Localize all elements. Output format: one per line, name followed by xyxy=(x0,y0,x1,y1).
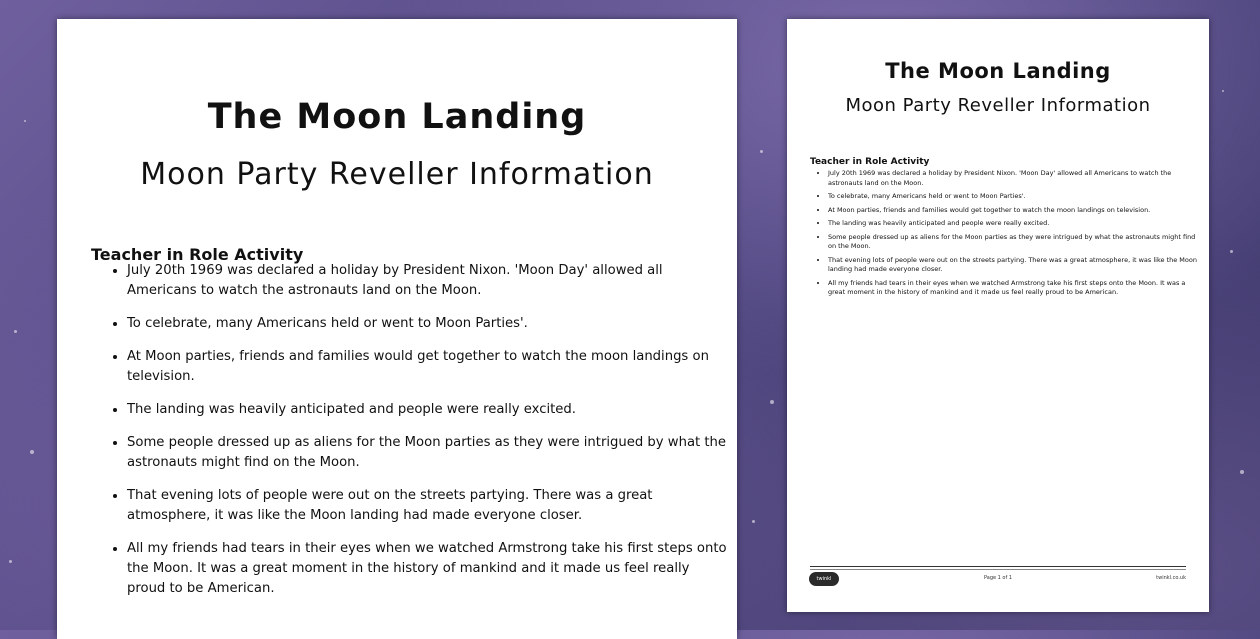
thumb-section-heading: Teacher in Role Activity xyxy=(810,157,930,167)
worksheet-page-thumbnail xyxy=(787,19,1209,612)
thumb-title: The Moon Landing xyxy=(885,59,1111,83)
footer-divider xyxy=(810,566,1186,567)
thumb-subtitle: Moon Party Reveller Information xyxy=(845,95,1151,116)
list-item: • July 20th 1969 was declared a holiday by President Nixon. 'Moon Day' allowed all Americans to watch the astronauts land on the Moon. xyxy=(828,169,1198,188)
page-subtitle: Moon Party Reveller Information xyxy=(140,157,654,192)
list-item: • All my friends had tears in their eyes when we watched Armstrong take his first steps onto the Moon. It was a great moment in the history of mankind and it made us feel really proud to be American. xyxy=(828,279,1198,298)
list-item: • Some people dressed up as aliens for the Moon parties as they were intrigued by what the astronauts might find on the Moon. xyxy=(127,433,727,473)
list-item: • Some people dressed up as aliens for the Moon parties as they were intrigued by what the astronauts might find on the Moon. xyxy=(828,233,1198,252)
brand-logo: twinkl xyxy=(809,572,839,586)
list-item: • At Moon parties, friends and families would get together to watch the moon landings on television. xyxy=(127,347,727,387)
list-item: • The landing was heavily anticipated and people were really excited. xyxy=(127,400,727,420)
list-item: • The landing was heavily anticipated and people were really excited. xyxy=(828,219,1198,229)
page-title: The Moon Landing xyxy=(207,97,587,137)
worksheet-page-large xyxy=(57,19,737,639)
info-bullet-list xyxy=(107,261,727,612)
list-item: • That evening lots of people were out on the streets partying. There was a great atmosphere, it was like the Moon landing had made everyone closer. xyxy=(828,256,1198,275)
list-item: • To celebrate, many Americans held or went to Moon Parties'. xyxy=(127,314,727,334)
section-heading: Teacher in Role Activity xyxy=(91,245,304,264)
list-item: • At Moon parties, friends and families would get together to watch the moon landings on television. xyxy=(828,206,1198,216)
list-item: • That evening lots of people were out on the streets partying. There was a great atmosphere, it was like the Moon landing had made everyone closer. xyxy=(127,486,727,526)
footer-website: twinkl.co.uk xyxy=(1156,575,1186,581)
footer-page-number: Page 1 of 1 xyxy=(983,575,1013,581)
list-item: • July 20th 1969 was declared a holiday by President Nixon. 'Moon Day' allowed all Americans to watch the astronauts land on the Moon. xyxy=(127,261,727,301)
thumb-bullet-list xyxy=(817,169,1198,302)
list-item: • All my friends had tears in their eyes when we watched Armstrong take his first steps onto the Moon. It was a great moment in the history of mankind and it made us feel really proud to be American. xyxy=(127,539,727,599)
footer-divider-secondary xyxy=(810,569,1186,570)
list-item: • To celebrate, many Americans held or went to Moon Parties'. xyxy=(828,192,1198,202)
